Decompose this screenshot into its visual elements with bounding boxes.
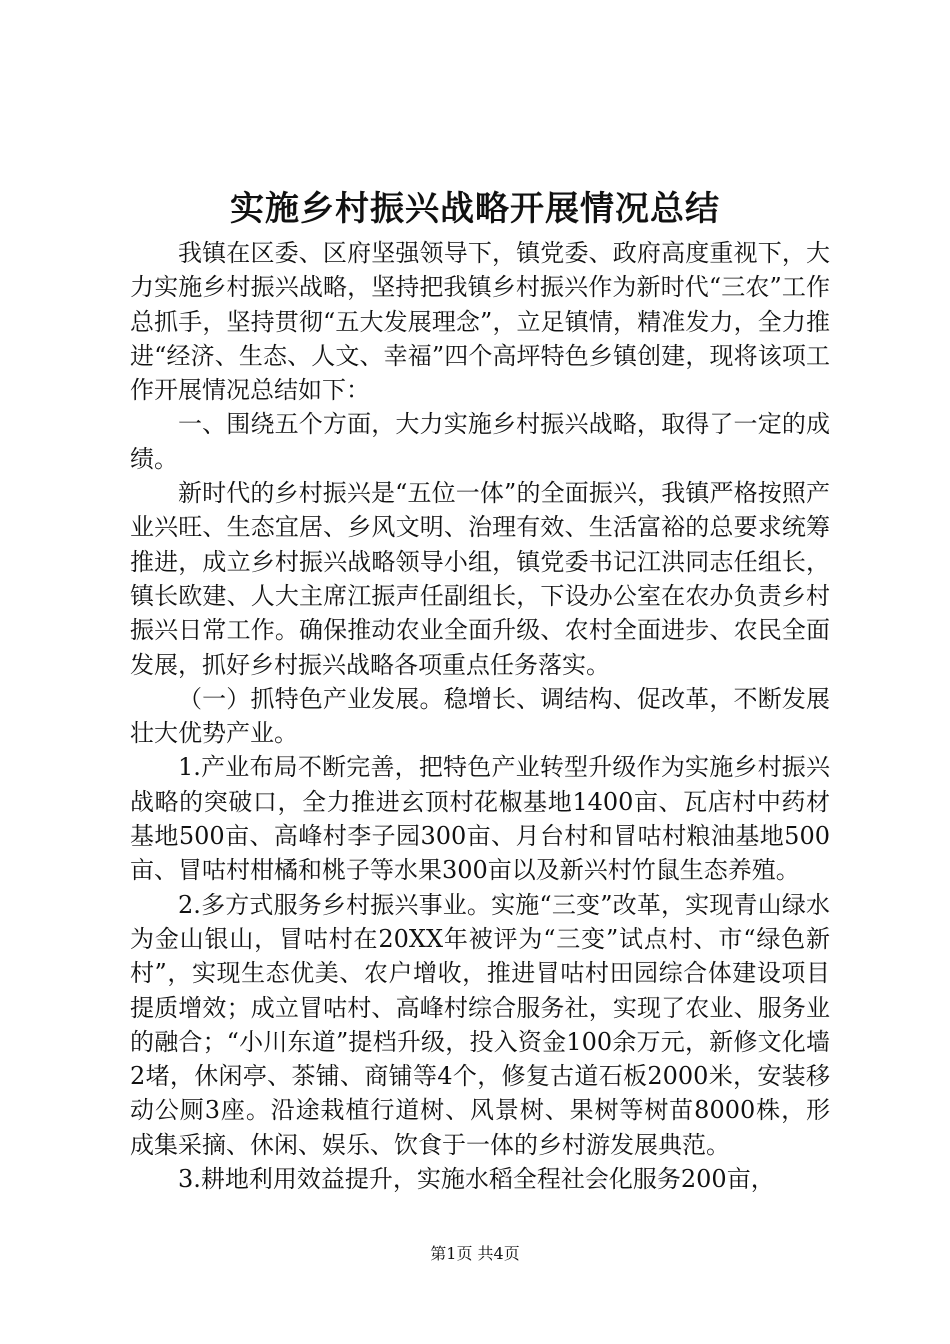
page-number-footer: 第1页 共4页 xyxy=(430,1244,520,1263)
paragraph-item-2: 2.多方式服务乡村振兴事业。实施“三变”改革，实现青山绿水为金山银山，冒咕村在20XX年被评为“三变”试点村、市“绿色新村”，实现生态优美、农户增收，推进冒咕村田园综合体建设项目提质增效；成立冒咕村、高峰村综合服务社，实现了农业、服务业的融合；“小川东道”提档升级，投入资金100余万元，新修文化墙2堵，休闲亭、茶铺、商铺等4个，修复古道石板2000米，安装移动公厕3座。沿途栽植行道树、风景树、果树等树苗8000株，形成集采摘、休闲、娱乐、饮食于一体的乡村游发展典范。 xyxy=(130,890,830,1159)
paragraph-section-heading: 一、围绕五个方面，大力实施乡村振兴战略，取得了一定的成绩。 xyxy=(130,410,830,473)
paragraph-item-3: 3.耕地利用效益提升，实施水稻全程社会化服务200亩， xyxy=(178,1165,775,1194)
paragraph-intro: 我镇在区委、区府坚强领导下，镇党委、政府高度重视下，大力实施乡村振兴战略，坚持把我镇乡村振兴作为新时代“三农”工作总抓手，坚持贯彻“五大发展理念”，立足镇情，精准发力，全力推进“经济、生态、人文、幸福”四个高坪特色乡镇创建，现将该项工作开展情况总结如下： xyxy=(130,239,830,405)
document-body xyxy=(130,236,830,1196)
paragraph-item-1: 1.产业布局不断完善，把特色产业转型升级作为实施乡村振兴战略的突破口，全力推进玄顶村花椒基地1400亩、瓦店村中药材基地500亩、高峰村李子园300亩、月台村和冒咕村粮油基地500亩、冒咕村柑橘和桃子等水果300亩以及新兴村竹鼠生态养殖。 xyxy=(130,753,830,885)
paragraph-subsection-heading: （一）抓特色产业发展。稳增长、调结构、促改革，不断发展壮大优势产业。 xyxy=(130,684,830,748)
document-title: 实施乡村振兴战略开展情况总结 xyxy=(230,189,720,229)
paragraph-overview: 新时代的乡村振兴是“五位一体”的全面振兴，我镇严格按照产业兴旺、生态宜居、乡风文明、治理有效、生活富裕的总要求统筹推进，成立乡村振兴战略领导小组，镇党委书记江洪同志任组长，镇长欧建、人大主席江振声任副组长，下设办公室在农办负责乡村振兴日常工作。确保推动农业全面升级、农村全面进步、农民全面发展，抓好乡村振兴战略各项重点任务落实。 xyxy=(130,479,830,679)
